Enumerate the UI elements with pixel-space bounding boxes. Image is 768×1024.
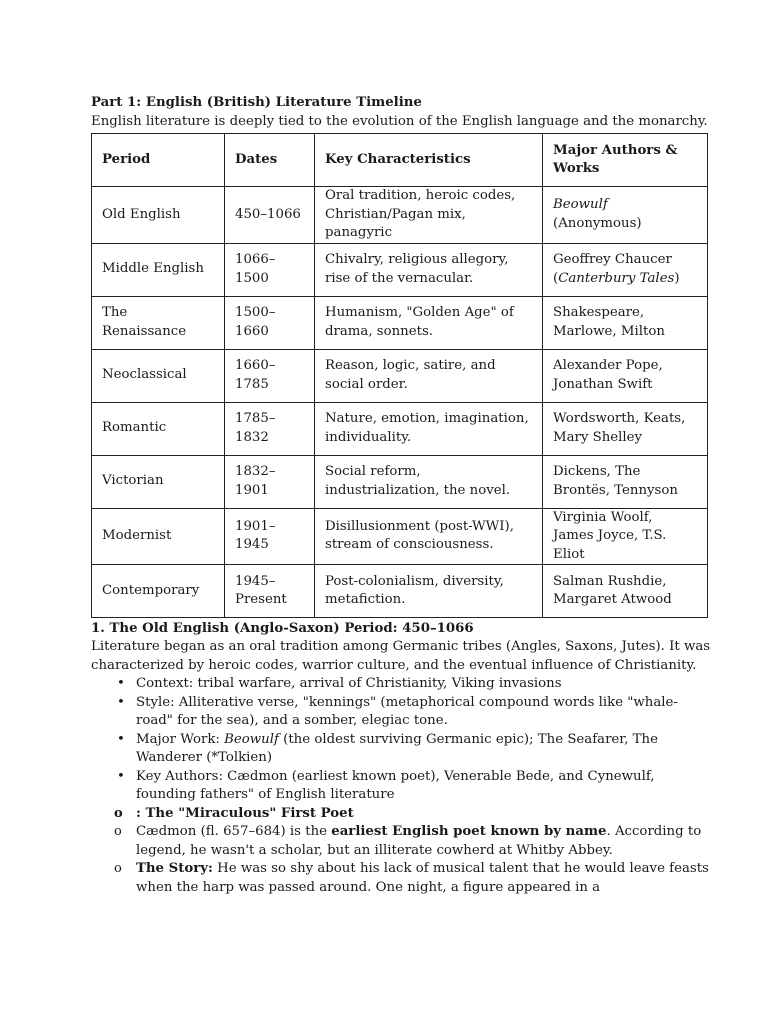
list-item: • Style: Alliterative verse, "kennings" (metaphorical compound words like "whale-road" for the sea), and a somber, elegiac tone. xyxy=(136,694,711,731)
header-key-characteristics: Key Characteristics xyxy=(315,134,543,187)
authors-cell xyxy=(543,243,708,296)
characteristics-cell: Disillusionment (post-WWI), stream of consciousness. xyxy=(315,508,543,565)
section-heading: 1. The Old English (Anglo-Saxon) Period: 450–1066 xyxy=(91,621,474,636)
part-title: Part 1: English (British) Literature Timeline xyxy=(91,95,422,110)
dates-cell: 1660–1785 xyxy=(225,349,315,402)
dates-cell: 1945–Present xyxy=(225,565,315,618)
authors-text: ) xyxy=(674,270,680,286)
table-row xyxy=(92,187,708,244)
sub-list xyxy=(91,805,711,898)
period-cell: Contemporary xyxy=(92,565,225,618)
table-row xyxy=(92,565,708,618)
table-row xyxy=(92,455,708,508)
sub-list-item xyxy=(136,860,711,897)
characteristics-cell: Nature, emotion, imagination, individuality. xyxy=(315,402,543,455)
period-cell: Middle English xyxy=(92,243,225,296)
authors-cell xyxy=(543,187,708,244)
table-row xyxy=(92,349,708,402)
header-major-authors: Major Authors & Works xyxy=(543,134,708,187)
work-title: Beowulf xyxy=(224,731,279,747)
header-dates: Dates xyxy=(225,134,315,187)
authors-text: (Anonymous) xyxy=(553,215,642,231)
list-item-text: Cædmon (fl. 657–684) is the xyxy=(136,824,332,839)
authors-cell: Shakespeare, Marlowe, Milton xyxy=(543,296,708,349)
dates-cell: 1500–1660 xyxy=(225,296,315,349)
sub-list-item xyxy=(136,823,711,860)
period-cell: Romantic xyxy=(92,402,225,455)
period-cell: Old English xyxy=(92,187,225,244)
characteristics-cell: Humanism, "Golden Age" of drama, sonnets. xyxy=(315,296,543,349)
bullet-list xyxy=(91,675,711,805)
characteristics-cell: Social reform, industrialization, the novel. xyxy=(315,455,543,508)
characteristics-cell: Chivalry, religious allegory, rise of the vernacular. xyxy=(315,243,543,296)
header-period: Period xyxy=(92,134,225,187)
list-item xyxy=(136,731,711,768)
section-paragraph: Literature began as an oral tradition among Germanic tribes (Angles, Saxons, Jutes). It was characterized by heroic codes, warrior culture, and the eventual influence of Christianity. xyxy=(91,639,711,673)
characteristics-cell: Post-colonialism, diversity, metafiction. xyxy=(315,565,543,618)
table-row xyxy=(92,243,708,296)
emphasis-text: earliest English poet known by name xyxy=(331,824,607,839)
work-title: Canterbury Tales xyxy=(558,270,675,286)
list-item: • Context: tribal warfare, arrival of Christianity, Viking invasions xyxy=(136,675,711,694)
dates-cell: 1785–1832 xyxy=(225,402,315,455)
authors-cell: Virginia Woolf, James Joyce, T.S. Eliot xyxy=(543,508,708,565)
table-row xyxy=(92,296,708,349)
emphasis-text: The Story: xyxy=(136,861,213,876)
table-row xyxy=(92,402,708,455)
table-header-row xyxy=(92,134,708,187)
sub-list-item xyxy=(136,805,711,824)
authors-cell: Dickens, The Brontës, Tennyson xyxy=(543,455,708,508)
period-cell: Neoclassical xyxy=(92,349,225,402)
sub-heading: : The "Miraculous" First Poet xyxy=(136,805,354,821)
timeline-table xyxy=(91,133,708,618)
list-item-text: (the oldest surviving Germanic epic); The Seafarer, The Wanderer (*Tolkien) xyxy=(136,731,658,765)
authors-cell: Alexander Pope, Jonathan Swift xyxy=(543,349,708,402)
list-item-text: . According to legend, he wasn't a scholar, but an illiterate cowherd at Whitby Abbey. xyxy=(136,824,702,858)
characteristics-cell: Oral tradition, heroic codes, Christian/Pagan mix, panagyric xyxy=(315,187,543,244)
work-title: Beowulf xyxy=(553,197,608,213)
list-item-text: He was so shy about his lack of musical talent that he would leave feasts when the harp was passed around. One night, a figure appeared in a xyxy=(136,861,709,895)
table-row xyxy=(92,508,708,565)
authors-cell: Salman Rushdie, Margaret Atwood xyxy=(543,565,708,618)
authors-cell: Wordsworth, Keats, Mary Shelley xyxy=(543,402,708,455)
dates-cell: 450–1066 xyxy=(225,187,315,244)
intro-text: English literature is deeply tied to the evolution of the English language and the monarchy. xyxy=(91,114,708,129)
dates-cell: 1066–1500 xyxy=(225,243,315,296)
characteristics-cell: Reason, logic, satire, and social order. xyxy=(315,349,543,402)
period-cell: The Renaissance xyxy=(92,296,225,349)
dates-cell: 1901–1945 xyxy=(225,508,315,565)
period-cell: Victorian xyxy=(92,455,225,508)
period-cell: Modernist xyxy=(92,508,225,565)
authors-text: Geoffrey Chaucer ( xyxy=(553,252,672,286)
list-item: • Key Authors: Cædmon (earliest known poet), Venerable Bede, and Cynewulf, founding fathers" of English literature xyxy=(136,768,711,805)
dates-cell: 1832–1901 xyxy=(225,455,315,508)
list-item-text: Major Work: xyxy=(136,731,225,747)
document-page xyxy=(91,93,711,897)
